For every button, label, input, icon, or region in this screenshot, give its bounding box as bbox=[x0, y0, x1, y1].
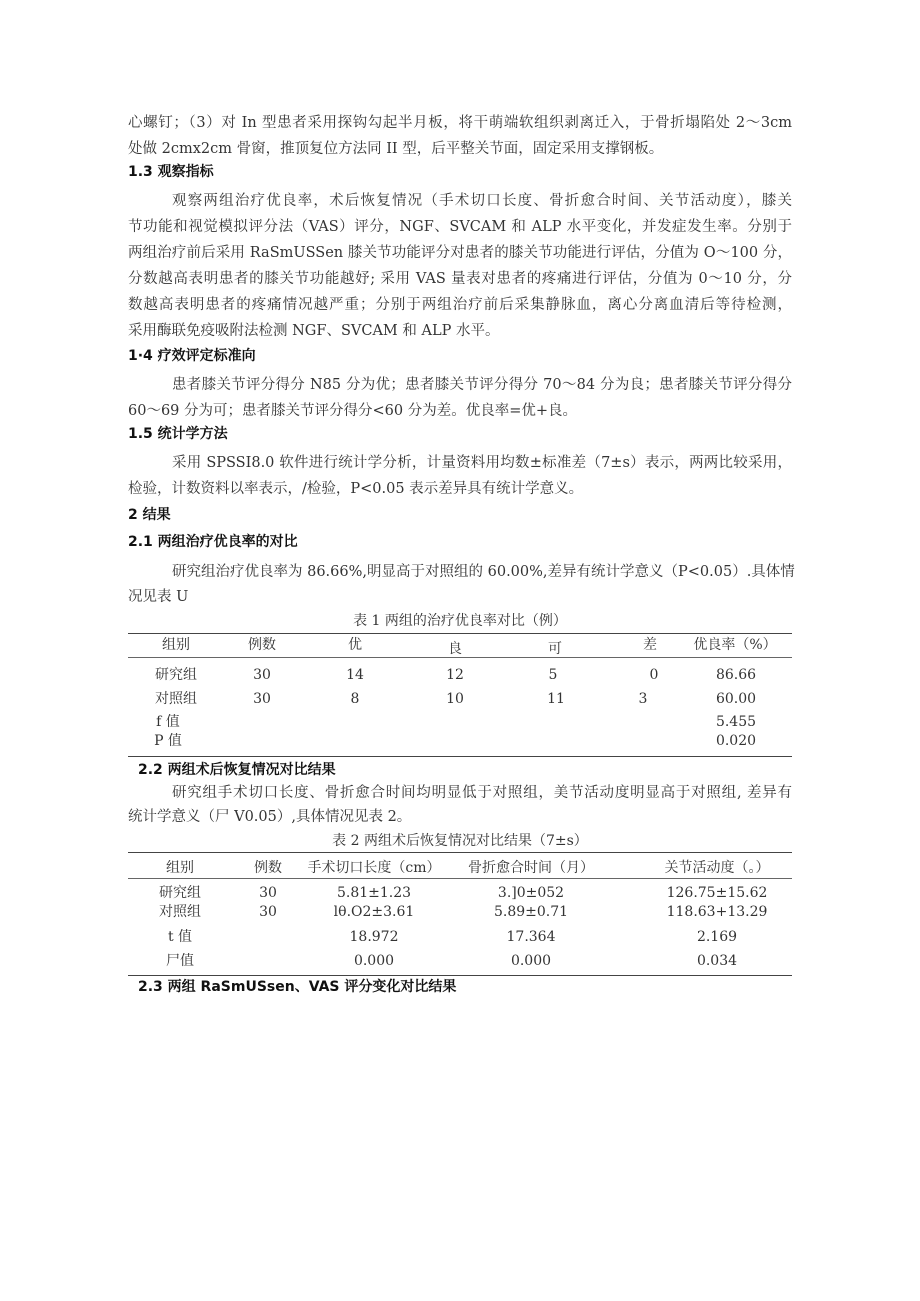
table-rule bbox=[128, 975, 792, 976]
text-line: 节功能和视觉模拟评分法（VAS）评分，NGF、SVCAM 和 ALP 水平变化，并发症发生率。分别于 bbox=[128, 219, 792, 235]
text-line: 采用酶联免疫吸附法检测 NGF、SVCAM 和 ALP 水平。 bbox=[128, 323, 500, 339]
text-line: 况见表 U bbox=[128, 589, 189, 605]
table-cell: 5.455 bbox=[715, 714, 757, 730]
table-cell: 尸值 bbox=[166, 953, 194, 969]
table-cell: 126.75±15.62 bbox=[666, 885, 768, 901]
table-cell: 对照组 bbox=[155, 691, 197, 707]
header-cell: 手术切口长度（cm） bbox=[307, 860, 441, 876]
table-cell: 0.020 bbox=[715, 733, 757, 749]
text-line: 检验，计数资料以率表示，/检验，P<0.05 表示差异具有统计学意义。 bbox=[128, 481, 584, 497]
table-header-row bbox=[128, 859, 792, 877]
table-cell: 8 bbox=[350, 691, 360, 707]
header-cell: 可 bbox=[548, 641, 562, 657]
text-line: 心螺钉；（3）对 In 型患者采用探钩勾起半月板，将干萌端软组织剥离迁入，于骨折塌陷处 2～3cm bbox=[128, 115, 792, 131]
table-cell: 3 bbox=[638, 691, 648, 707]
table-cell: 60.00 bbox=[715, 691, 757, 707]
table-cell: 30 bbox=[253, 667, 271, 683]
text-line: 两组治疗前后采用 RaSmUSSen 膝关节功能评分对患者的膝关节功能进行评估，分值为 O～100 分， bbox=[128, 245, 792, 261]
section-heading-1-4: 1·4 疗效评定标准向 bbox=[128, 348, 256, 364]
table-cell: 0 bbox=[649, 667, 659, 683]
table-cell: 5.81±1.23 bbox=[336, 885, 412, 901]
table-cell: 3.]0±052 bbox=[497, 885, 565, 901]
table-cell: 对照组 bbox=[159, 904, 201, 920]
text-line: 研究组手术切口长度、骨折愈合时间均明显低于对照组，美节活动度明显高于对照组, 差异有 bbox=[172, 785, 792, 801]
table-header-row bbox=[128, 636, 792, 657]
text-line: 观察两组治疗优良率，术后恢复情况（手术切口长度、骨折愈合时间、关节活动度），膝关 bbox=[172, 193, 792, 209]
text-line: 60～69 分为可；患者膝关节评分得分<60 分为差。优良率=优+良。 bbox=[128, 403, 578, 419]
table-cell: f 值 bbox=[156, 714, 180, 730]
table-cell: t 值 bbox=[167, 929, 193, 945]
text-line: 处做 2cmx2cm 骨窗，推顶复位方法同 II 型，后平整关节面，固定采用支撑钢板。 bbox=[128, 141, 664, 157]
header-cell: 优良率（%） bbox=[693, 637, 777, 653]
table-cell: lθ.O2±3.61 bbox=[333, 904, 415, 920]
table-cell: 11 bbox=[547, 691, 565, 707]
table-cell: 0.000 bbox=[353, 953, 395, 969]
table-cell: 10 bbox=[446, 691, 464, 707]
header-cell: 例数 bbox=[248, 637, 276, 653]
text-line: 采用 SPSSI8.0 软件进行统计学分析，计量资料用均数±标准差（7±s）表示，两两比较采用， bbox=[172, 455, 792, 471]
table-rule bbox=[128, 878, 792, 879]
header-cell: 骨折愈合时间（月） bbox=[468, 860, 594, 876]
table-row bbox=[128, 690, 792, 708]
table-row bbox=[128, 884, 792, 902]
table-cell: 30 bbox=[259, 885, 277, 901]
table-row bbox=[128, 903, 792, 921]
section-heading-2-3: 2.3 两组 RaSmUSsen、VAS 评分变化对比结果 bbox=[138, 979, 457, 995]
header-cell: 良 bbox=[448, 641, 462, 657]
table-cell: 5 bbox=[548, 667, 558, 683]
header-cell: 例数 bbox=[254, 860, 282, 876]
table-cell: 研究组 bbox=[159, 885, 201, 901]
text-line: 数越高表明患者的疼痛情况越严重；分别于两组治疗前后采集静脉血，离心分离血清后等待检测， bbox=[128, 297, 792, 313]
header-cell: 组别 bbox=[166, 860, 194, 876]
header-cell: 优 bbox=[348, 637, 362, 653]
table-row bbox=[128, 666, 792, 684]
header-cell: 组别 bbox=[162, 637, 190, 653]
table-cell: 12 bbox=[446, 667, 464, 683]
table-caption: 表 1 两组的治疗优良率对比（例） bbox=[353, 613, 567, 629]
table-cell: 研究组 bbox=[155, 667, 197, 683]
text-line: 患者膝关节评分得分 N85 分为优；患者膝关节评分得分 70～84 分为良；患者膝关节评分得分 bbox=[172, 377, 792, 393]
table-rule bbox=[128, 756, 792, 757]
text-line: 统计学意义（尸 V0.05）,具体情况见表 2。 bbox=[128, 809, 412, 825]
table-rule bbox=[128, 657, 792, 658]
table-row bbox=[128, 952, 792, 970]
text-line: 研究组治疗优良率为 86.66%,明显高于对照组的 60.00%,差异有统计学意义（P<0.05）.具体情 bbox=[172, 564, 795, 580]
section-heading-2-2: 2.2 两组术后恢复情况对比结果 bbox=[138, 762, 336, 778]
text-line: 分数越高表明患者的膝关节功能越妤; 采用 VAS 量表对患者的疼痛进行评估，分值为 0～10 分，分 bbox=[128, 271, 792, 287]
table-cell: 0.000 bbox=[510, 953, 552, 969]
header-cell: 关节活动度（。） bbox=[664, 860, 770, 876]
table-cell: 30 bbox=[259, 904, 277, 920]
table-row bbox=[128, 732, 792, 750]
table-rule bbox=[128, 852, 792, 853]
table-caption: 表 2 两组术后恢复情况对比结果（7±s） bbox=[332, 833, 588, 849]
table-cell: 5.89±0.71 bbox=[493, 904, 569, 920]
table-cell: P 值 bbox=[154, 733, 182, 749]
header-cell: 差 bbox=[643, 637, 657, 653]
table-rule bbox=[128, 633, 792, 634]
table-cell: 2.169 bbox=[696, 929, 738, 945]
table-cell: 86.66 bbox=[715, 667, 757, 683]
table-row bbox=[128, 713, 792, 731]
section-heading-2: 2 结果 bbox=[128, 507, 171, 523]
table-cell: 30 bbox=[253, 691, 271, 707]
table-cell: 0.034 bbox=[696, 953, 738, 969]
table-cell: 14 bbox=[346, 667, 364, 683]
section-heading-1-3: 1.3 观察指标 bbox=[128, 164, 214, 180]
section-heading-2-1: 2.1 两组治疗优良率的对比 bbox=[128, 534, 298, 550]
section-heading-1-5: 1.5 统计学方法 bbox=[128, 426, 228, 442]
table-cell: 17.364 bbox=[506, 929, 556, 945]
table-cell: 118.63+13.29 bbox=[666, 904, 768, 920]
table-row bbox=[128, 928, 792, 946]
table-cell: 18.972 bbox=[349, 929, 399, 945]
